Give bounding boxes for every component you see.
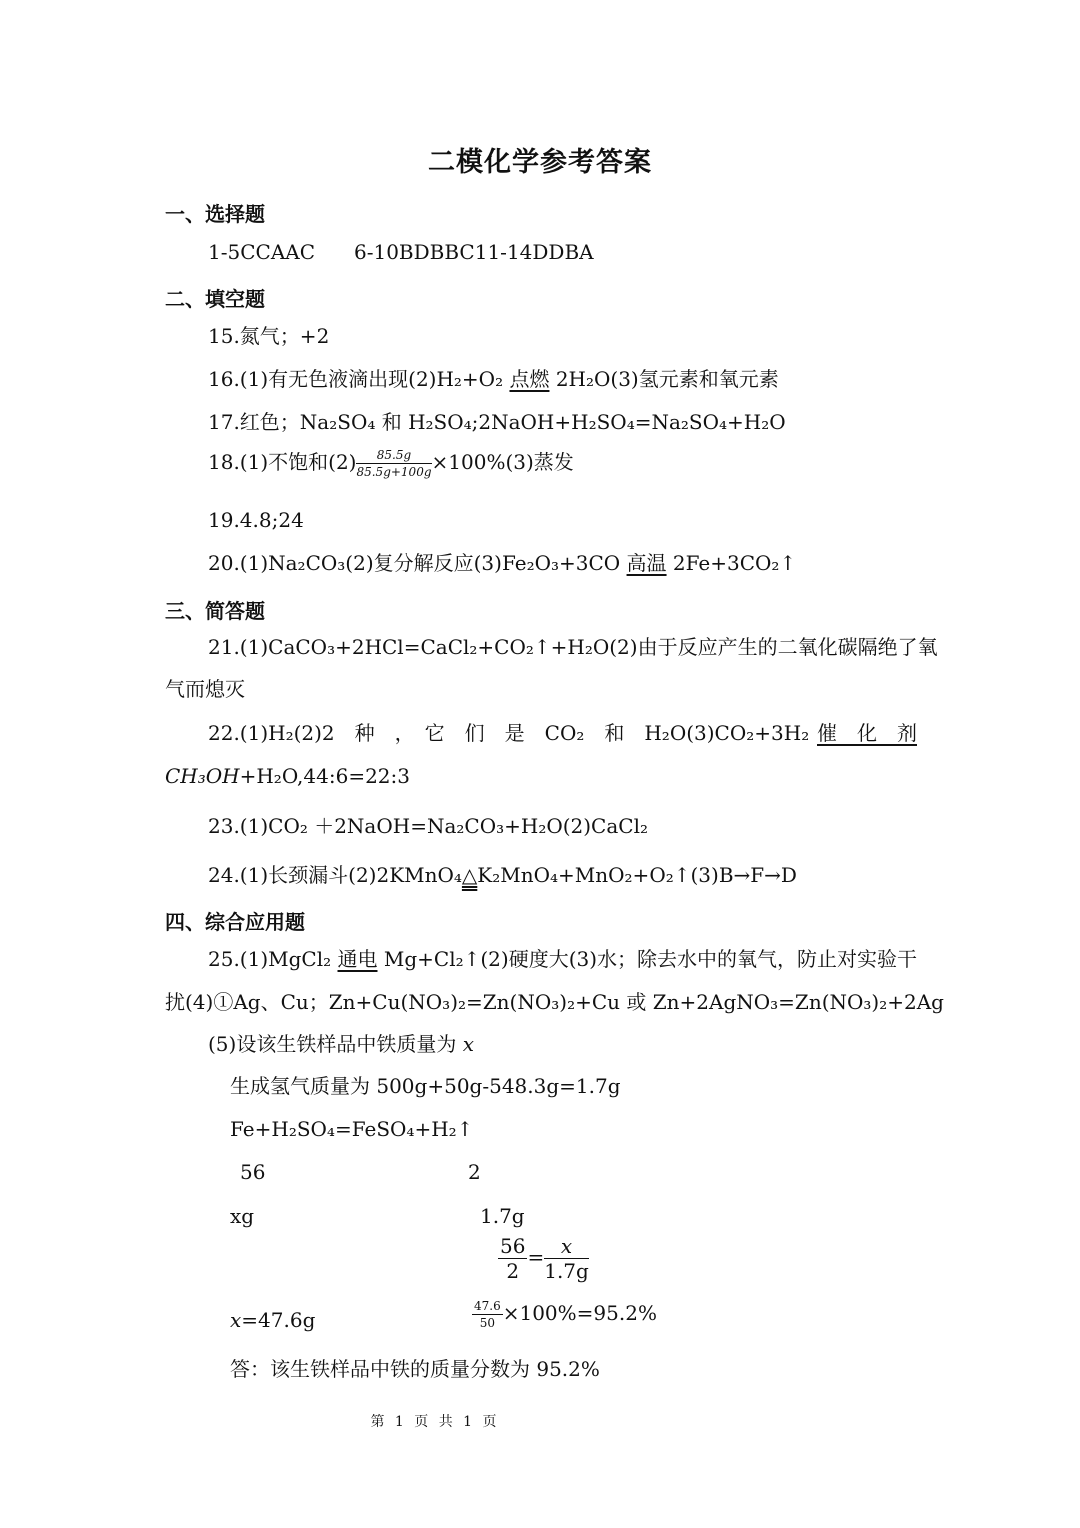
proportion-right xyxy=(544,1236,589,1281)
reaction-condition-heat: △ xyxy=(461,863,478,887)
section-heading-short-answer: 三、简答题 xyxy=(165,599,265,623)
answer-24-part1: 24.(1)长颈漏斗(2)2KMnO₄ xyxy=(208,863,462,887)
x-result-value: =47.6g xyxy=(241,1308,316,1332)
x-result xyxy=(230,1310,315,1330)
equals-sign: = xyxy=(527,1245,545,1269)
answer-18 xyxy=(208,449,574,478)
percentage-calc xyxy=(472,1300,657,1329)
variable-x: x xyxy=(462,1032,474,1056)
answer-25-line2: 扰(4)①Ag、Cu；Zn+Cu(NO₃)₂=Zn(NO₃)₂+Cu 或 Zn+2AgNO₃=Zn(NO₃)₂+2Ag xyxy=(165,990,944,1014)
percentage-den: 50 xyxy=(479,1316,495,1330)
section-heading-fill: 二、填空题 xyxy=(165,287,265,311)
answer-choice-1-5: 1-5CCAAC xyxy=(208,240,316,264)
answer-24 xyxy=(208,865,797,885)
answer-22-line2-rest: +H₂O,44:6=22:3 xyxy=(239,764,410,788)
fraction-percentage xyxy=(472,1300,503,1329)
reaction-condition-catalyst: 催 化 剂 xyxy=(817,721,917,745)
hydrogen-mass-line: 生成氢气质量为 500g+50g-548.3g=1.7g xyxy=(230,1074,621,1098)
x-result-var: x xyxy=(230,1308,242,1332)
reaction-condition-electrolysis: 通电 xyxy=(337,947,378,971)
answer-22-line1: 22.(1)H₂(2)2 种 ， 它 们 是 CO₂ 和 H₂O(3)CO₂+3H₂ xyxy=(208,721,810,745)
answer-25-line1 xyxy=(208,949,917,969)
answer-choice-6-14: 6-10BDBBC11-14DDBA xyxy=(354,240,594,264)
reaction-condition-ignite: 点燃 xyxy=(509,367,550,391)
answer-24-part2: K₂MnO₄+MnO₂+O₂↑(3)B→F→D xyxy=(477,863,797,887)
reaction-condition-high-temp: 高温 xyxy=(626,551,667,575)
percentage-num: 47.6 xyxy=(474,1299,501,1313)
answer-21-line2: 气而熄灭 xyxy=(165,677,245,701)
unknown-fe-mass: xg xyxy=(230,1204,255,1228)
answer-16-part1: 16.(1)有无色液滴出现(2)H₂+O₂ xyxy=(208,367,510,391)
answer-15: 15.氮气；+2 xyxy=(208,324,330,348)
answer-18-part1: 18.(1)不饱和(2) xyxy=(208,450,357,474)
answer-16 xyxy=(208,369,779,389)
proportion-equation xyxy=(498,1236,589,1281)
proportion-right-den xyxy=(544,1259,589,1281)
answer-19: 19.4.8;24 xyxy=(208,508,304,532)
answer-23: 23.(1)CO₂ ＋2NaOH=Na₂CO₃+H₂O(2)CaCl₂ xyxy=(208,814,648,838)
proportion-left-num: 56 xyxy=(500,1234,526,1258)
answer-25-part5 xyxy=(208,1034,474,1054)
proportion-left xyxy=(498,1236,527,1281)
final-answer: 答：该生铁样品中铁的质量分数为 95.2% xyxy=(230,1357,600,1381)
methanol-formula: CH₃OH xyxy=(165,764,240,788)
answer-25-part1: 25.(1)MgCl₂ xyxy=(208,947,338,971)
answer-20 xyxy=(208,553,796,573)
fraction-numerator: 85.5g xyxy=(356,449,431,464)
section-heading-comprehensive: 四、综合应用题 xyxy=(165,910,305,934)
answer-25-part2: Mg+Cl₂↑(2)硬度大(3)水；除去水中的氧气，防止对实验干 xyxy=(377,947,918,971)
proportion-left-den: 2 xyxy=(506,1259,520,1283)
known-h2-mass: 1.7g xyxy=(480,1204,525,1228)
page-footer: 第 1 页 共 1 页 xyxy=(370,1414,500,1430)
percentage-result: ×100%=95.2% xyxy=(502,1301,657,1325)
molar-mass-h2: 2 xyxy=(468,1160,481,1184)
proportion-right-den-text: 1.7g xyxy=(544,1259,589,1283)
answer-17: 17.红色；Na₂SO₄ 和 H₂SO₄;2NaOH+H₂SO₄=Na₂SO₄+H₂O xyxy=(208,410,786,434)
reaction-equation: Fe+H₂SO₄=FeSO₄+H₂↑ xyxy=(230,1117,474,1141)
molar-mass-fe: 56 xyxy=(240,1160,266,1184)
answer-16-part2: 2H₂O(3)氢元素和氧元素 xyxy=(549,367,779,391)
fraction-concentration xyxy=(356,449,431,478)
answer-21-line1: 21.(1)CaCO₃+2HCl=CaCl₂+CO₂↑+H₂O(2)由于反应产生的二氧化碳隔绝了氧 xyxy=(208,635,938,659)
answer-20-part2: 2Fe+3CO₂↑ xyxy=(666,551,797,575)
answer-18-part2: ×100%(3)蒸发 xyxy=(431,450,574,474)
answer-20-part1: 20.(1)Na₂CO₃(2)复分解反应(3)Fe₂O₃+3CO xyxy=(208,551,627,575)
fraction-denominator: 85.5g+100g xyxy=(356,465,432,479)
page-title: 二模化学参考答案 xyxy=(428,147,652,178)
proportion-right-num: x xyxy=(544,1236,589,1259)
assumption-text: (5)设该生铁样品中铁质量为 xyxy=(208,1032,463,1056)
section-heading-choice: 一、选择题 xyxy=(165,202,265,226)
answer-22-line2 xyxy=(165,766,410,786)
